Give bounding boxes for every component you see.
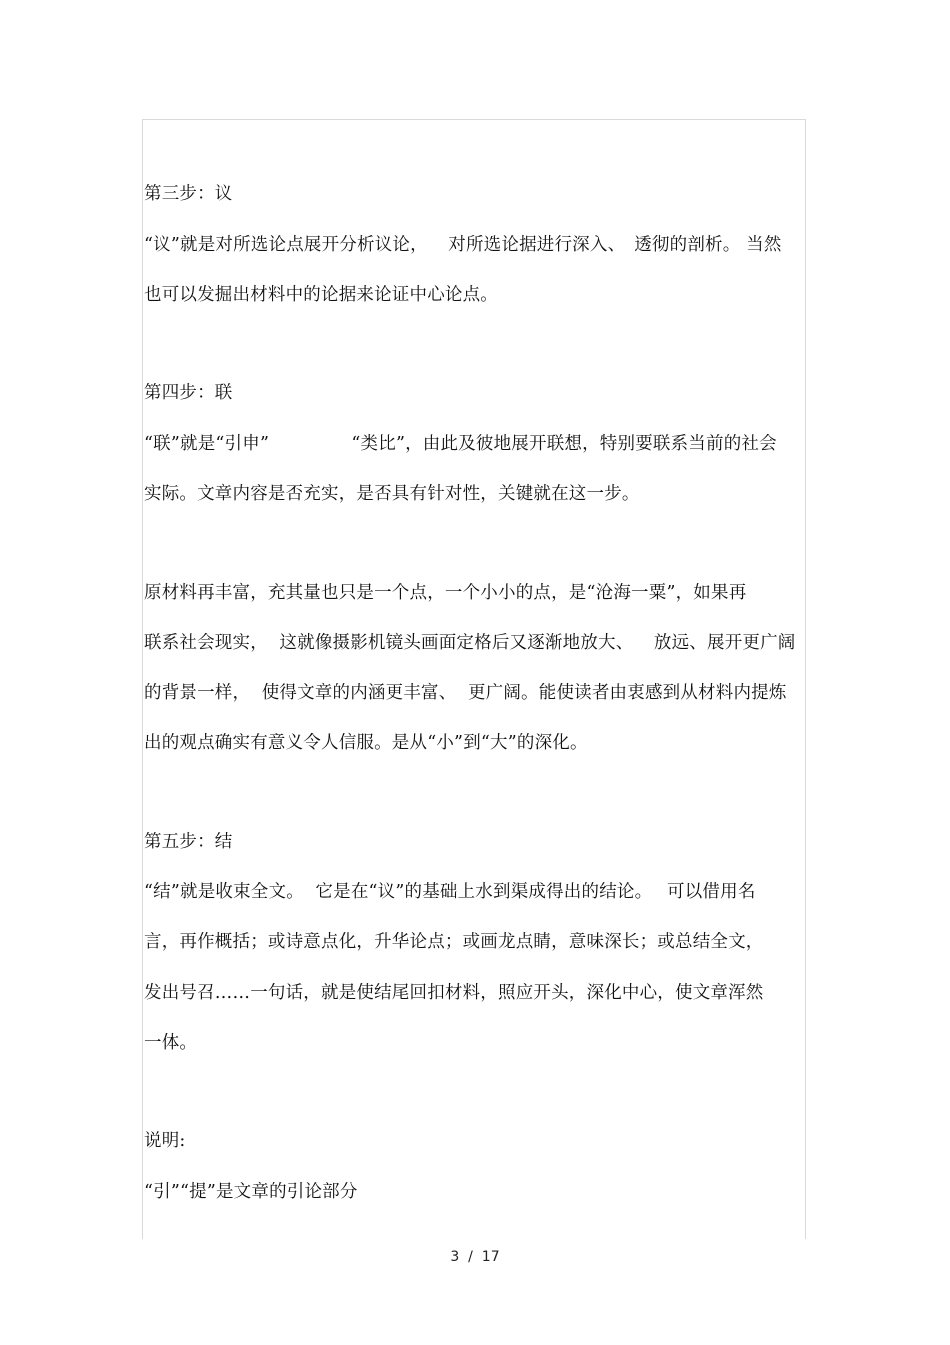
body-line: 一体。: [144, 1033, 198, 1053]
page-number: 3 / 17: [450, 1249, 500, 1265]
step5-heading: 第五步：结: [144, 832, 233, 852]
body-line: “联”就是“引申” “类比”，由此及彼地展开联想，特别要联系当前的社会: [144, 434, 777, 454]
body-line: 联系社会现实， 这就像摄影机镜头画面定格后又逐渐地放大、 放远、展开更广阔: [144, 633, 796, 653]
step4-heading: 第四步：联: [144, 383, 233, 403]
body-line: 发出号召……一句话，就是使结尾回扣材料，照应开头，深化中心，使文章浑然: [144, 983, 764, 1003]
note-heading: 说明:: [144, 1131, 186, 1151]
body-line: 的背景一样， 使得文章的内涵更丰富、 更广阔。能使读者由衷感到从材料内提炼: [144, 683, 787, 703]
body-line: “议”就是对所选论点展开分析议论， 对所选论据进行深入、 透彻的剖析。 当然: [144, 235, 782, 255]
body-line: 实际。文章内容是否充实，是否具有针对性，关键就在这一步。: [144, 484, 640, 504]
body-line: 言，再作概括；或诗意点化，升华论点；或画龙点睛，意味深长；或总结全文，: [144, 932, 764, 952]
body-line: 出的观点确实有意义令人信服。是从“小”到“大”的深化。: [144, 733, 588, 753]
body-line: 也可以发掘出材料中的论据来论证中心论点。: [144, 285, 498, 305]
step3-heading: 第三步：议: [144, 184, 233, 204]
body-line: “结”就是收束全文。 它是在“议”的基础上水到渠成得出的结论。 可以借用名: [144, 882, 756, 902]
body-line: 原材料再丰富，充其量也只是一个点，一个小小的点，是“沧海一粟”，如果再: [144, 583, 747, 603]
body-line: “引”“提”是文章的引论部分: [144, 1182, 358, 1202]
